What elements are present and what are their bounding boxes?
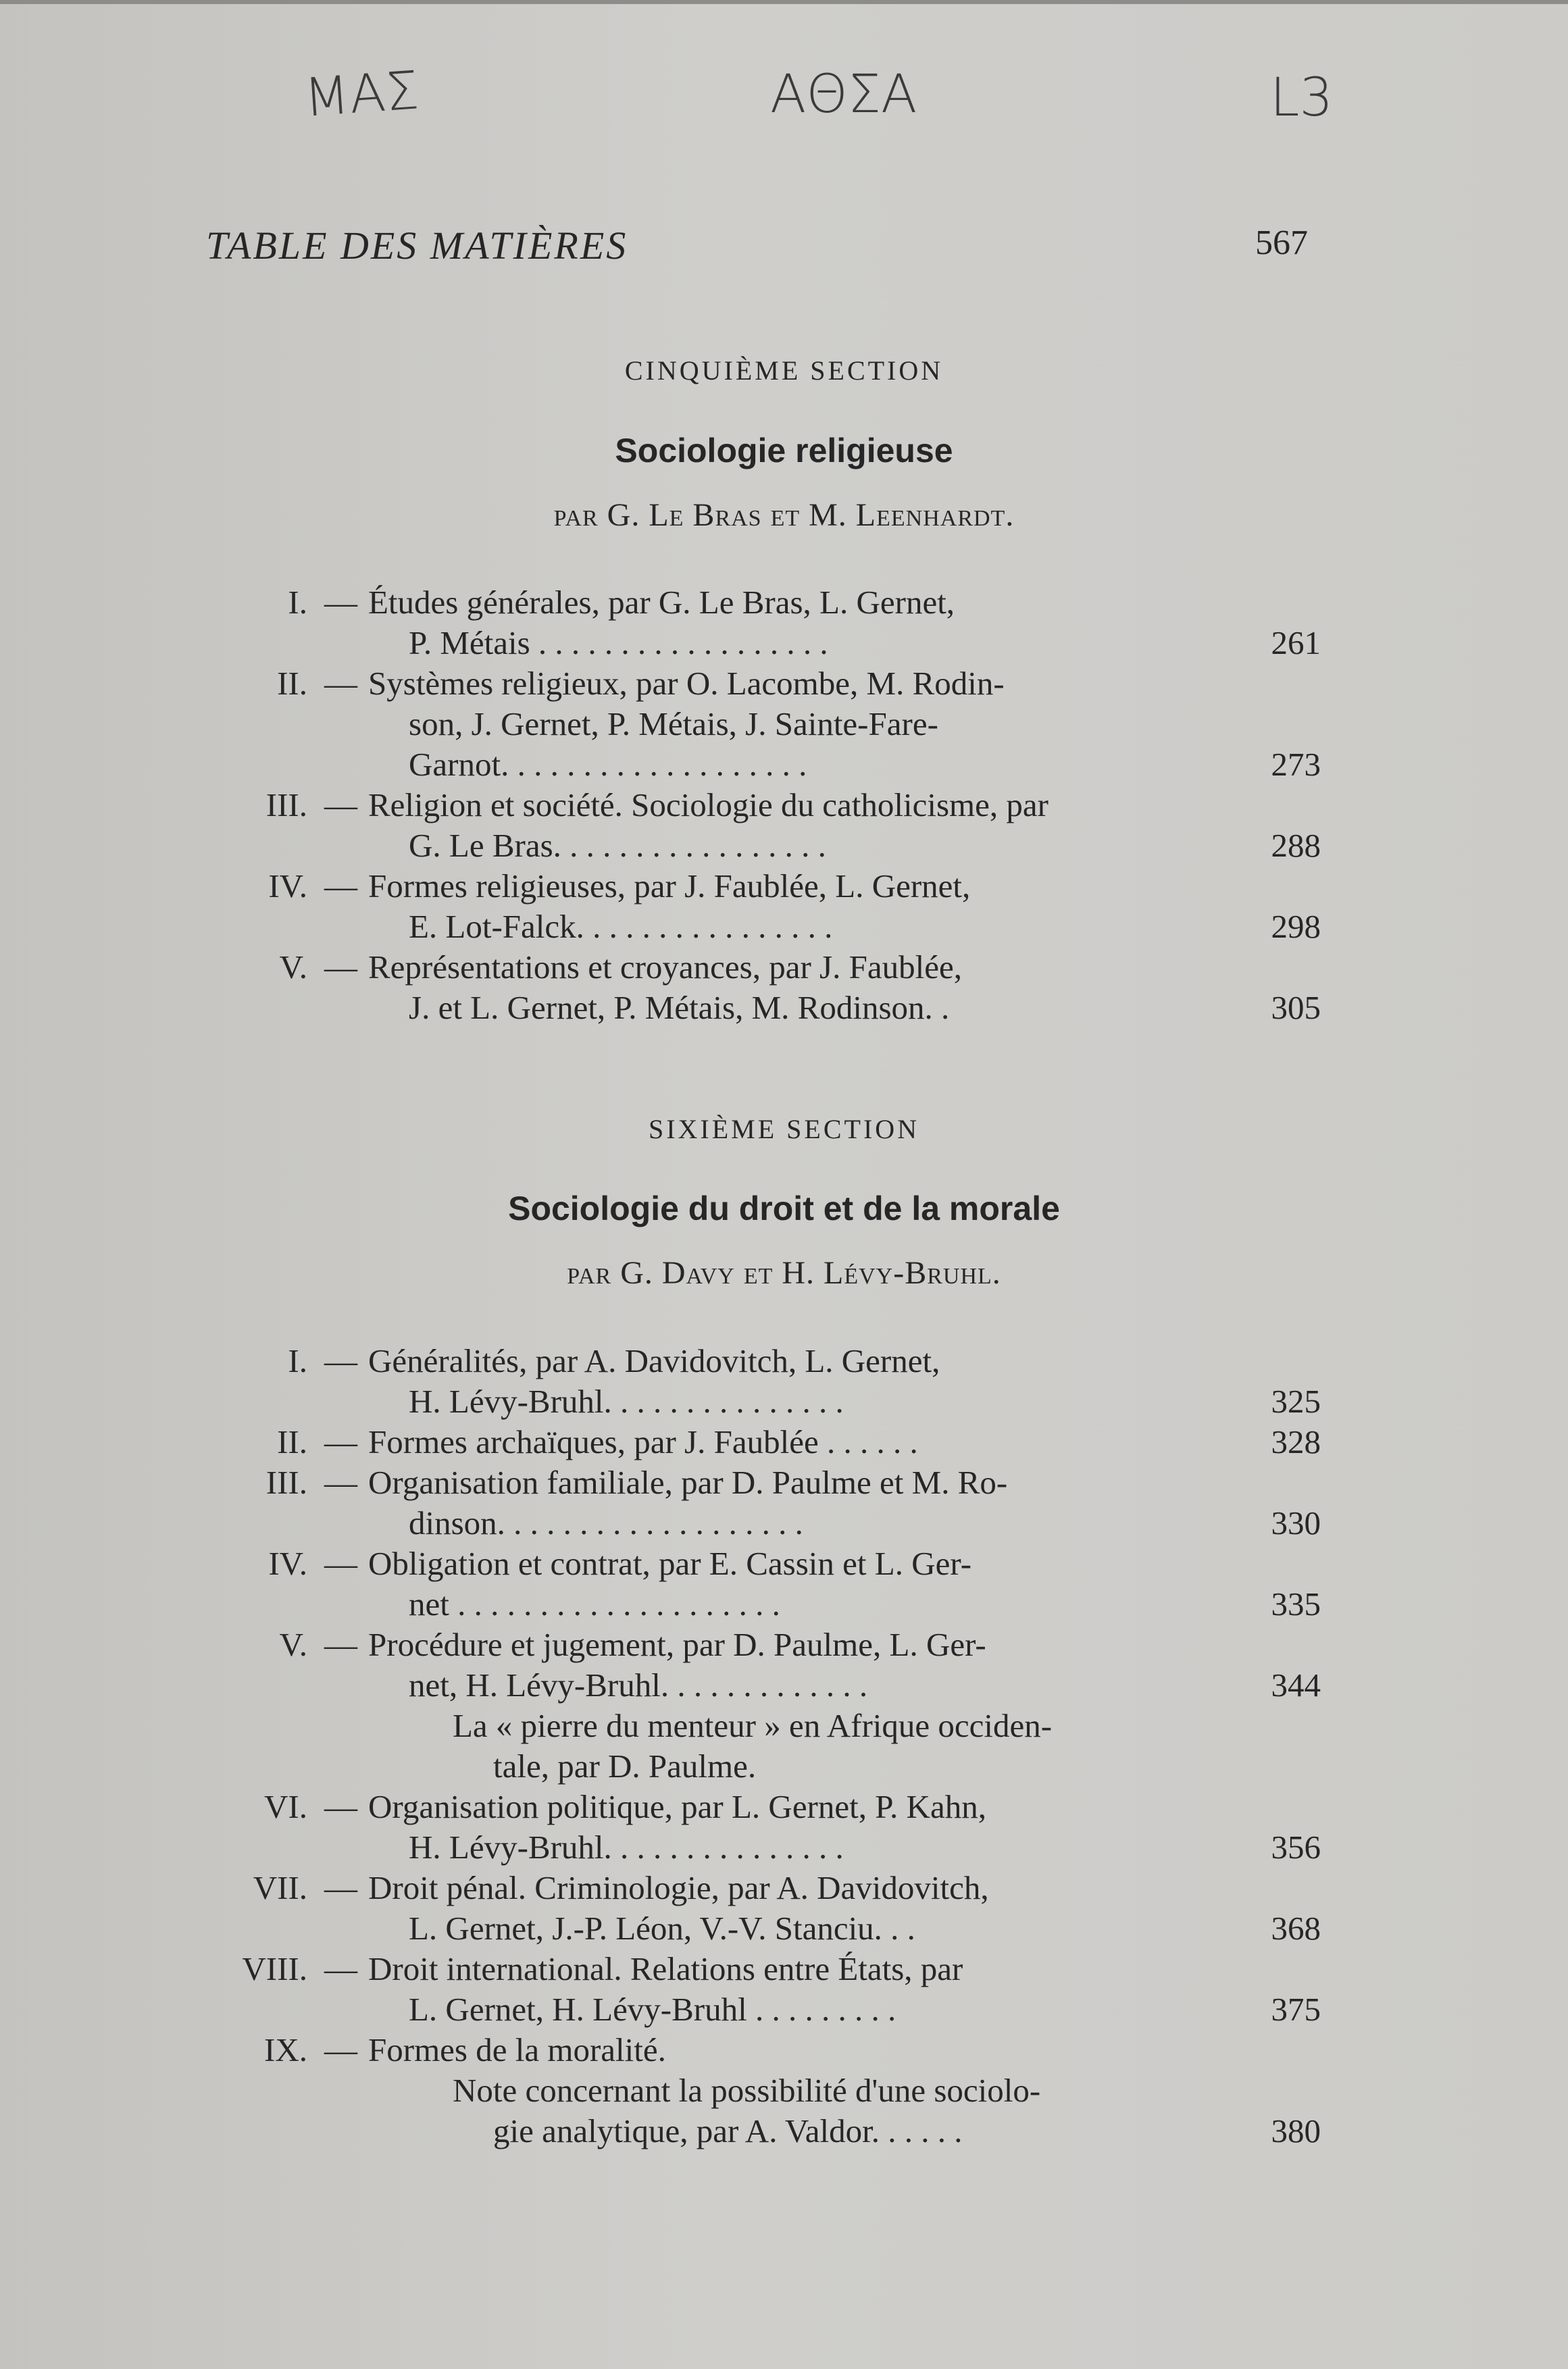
toc-entry-number: II. [277,665,307,702]
toc-entry-line: H. Lévy-Bruhl. . . . . . . . . . . . . . . [409,1383,844,1420]
toc-entry-line: E. Lot-Falck. . . . . . . . . . . . . . . . [409,908,833,945]
toc-entry [0,1462,1568,1544]
toc-entry-dash: — [324,948,357,986]
section-label-5: CINQUIÈME SECTION [624,355,944,386]
toc-entry-dash: — [324,1788,357,1825]
toc-entry-line: Formes de la moralité. [368,2031,666,2068]
toc-entry-page: 288 [1271,827,1321,864]
toc-entry-page: 273 [1271,746,1321,783]
toc-entry-page: 375 [1271,1991,1321,2028]
toc-entry-dash: — [324,1464,357,1501]
toc-entry-number: III. [265,786,307,823]
toc-entry-page: 344 [1271,1666,1321,1704]
toc-entry-line: son, J. Gernet, P. Métais, J. Sainte-Fare- [409,705,938,742]
toc-entry-number: I. [288,1342,307,1379]
toc-entry-line: Religion et société. Sociologie du catholicisme, par [368,786,1048,823]
toc-entry [0,1868,1568,1949]
toc-entry-line: P. Métais . . . . . . . . . . . . . . . . . . [409,624,828,661]
toc-entry-line: tale, par D. Paulme. [493,1748,757,1785]
toc-entry [0,866,1568,947]
toc-entry-line: dinson. . . . . . . . . . . . . . . . . . . [409,1504,803,1542]
toc-entry-line: L. Gernet, H. Lévy-Bruhl . . . . . . . . . [409,1991,896,2028]
toc-entry-line: H. Lévy-Bruhl. . . . . . . . . . . . . . . [409,1829,844,1866]
toc-entry-line: Organisation politique, par L. Gernet, P. Kahn, [368,1788,986,1825]
toc-entry-number: IV. [268,867,307,905]
toc-entry-dash: — [324,584,357,621]
toc-entry-dash: — [324,1869,357,1906]
toc-entry [0,663,1568,785]
toc-entry [0,1787,1568,1868]
toc-entry [0,785,1568,866]
toc-entry [0,2070,1568,2151]
section-label-6: SIXIÈME SECTION [648,1114,920,1144]
toc-entry-dash: — [324,1545,357,1582]
section-title-6: Sociologie du droit et de la morale [508,1190,1060,1227]
toc-entry-page: 335 [1271,1585,1321,1623]
toc-entry-line: Garnot. . . . . . . . . . . . . . . . . . . [409,746,807,783]
toc-entry-line: Systèmes religieux, par O. Lacombe, M. Rodin- [368,665,1005,702]
toc-entry [0,1544,1568,1625]
toc-entry-page: 328 [1271,1423,1321,1460]
toc-entry-number: VIII. [242,1950,307,1987]
toc-entry-line: Note concernant la possibilité d'une sociolo- [453,2072,1041,2109]
section-authors-5: par G. Le Bras et M. Leenhardt. [553,497,1015,533]
toc-entry-number: III. [265,1464,307,1501]
toc-entry-dash: — [324,2031,357,2068]
toc-entry [0,947,1568,1028]
page-number: 567 [1255,224,1308,262]
page-edge [0,0,1568,4]
toc-entry-line: gie analytique, par A. Valdor. . . . . . [493,2112,963,2149]
toc-entry [0,1422,1568,1462]
toc-entry-line: L. Gernet, J.-P. Léon, V.-V. Stanciu. . . [409,1910,915,1947]
toc-entry-dash: — [324,1950,357,1987]
toc-entry-number: V. [279,1626,307,1663]
toc-entry-number: IV. [268,1545,307,1582]
toc-entry-number: IX. [264,2031,307,2068]
toc-entry [0,582,1568,663]
toc-entry-number: II. [277,1423,307,1460]
handwritten-mark-center: ΑΘΣΑ [770,64,917,125]
toc-entry-page: 380 [1271,2112,1321,2149]
toc-entry-line: Obligation et contrat, par E. Cassin et L. Ger- [368,1545,972,1582]
toc-entry-line: net, H. Lévy-Bruhl. . . . . . . . . . . . . [409,1666,868,1704]
toc-entry-page: 368 [1271,1910,1321,1947]
toc-entry-line: Formes archaïques, par J. Faublée . . . . . . [368,1423,918,1460]
toc-entry-number: VI. [264,1788,307,1825]
toc-entry-page: 261 [1271,624,1321,661]
toc-entry-line: Organisation familiale, par D. Paulme et M. Ro- [368,1464,1008,1501]
toc-entry [0,1625,1568,1706]
toc-entry-number: I. [288,584,307,621]
toc-entry-dash: — [324,786,357,823]
toc-entry-dash: — [324,867,357,905]
toc-entry-number: V. [279,948,307,986]
toc-entry [0,2030,1568,2070]
toc-entry [0,1949,1568,2030]
running-head: TABLE DES MATIÈRES [206,224,628,268]
section-authors-6: par G. Davy et H. Lévy-Bruhl. [567,1255,1001,1291]
toc-entry-page: 325 [1271,1383,1321,1420]
toc-entry-line: Formes religieuses, par J. Faublée, L. Gernet, [368,867,971,905]
toc-entry-line: Droit pénal. Criminologie, par A. Davidovitch, [368,1869,989,1906]
toc-entry-page: 298 [1271,908,1321,945]
toc-entry-line: Représentations et croyances, par J. Faublée, [368,948,962,986]
toc-entry-dash: — [324,665,357,702]
toc-entry-line: net . . . . . . . . . . . . . . . . . . . . [409,1585,780,1623]
toc-entry-line: Procédure et jugement, par D. Paulme, L. Ger- [368,1626,986,1663]
toc-entry-page: 330 [1271,1504,1321,1542]
section-title-5: Sociologie religieuse [615,432,953,469]
toc-entry-page: 356 [1271,1829,1321,1866]
toc-entry [0,1706,1568,1787]
handwritten-mark-right: L3 [1270,68,1334,128]
handwritten-mark-left: ΜΑΣ [302,60,421,129]
toc-entry [0,1341,1568,1422]
toc-entry-line: J. et L. Gernet, P. Métais, M. Rodinson. . [409,989,950,1026]
toc-entry-number: VII. [253,1869,307,1906]
toc-entry-dash: — [324,1626,357,1663]
toc-entry-page: 305 [1271,989,1321,1026]
toc-entry-line: G. Le Bras. . . . . . . . . . . . . . . . . [409,827,826,864]
toc-entry-line: Études générales, par G. Le Bras, L. Gernet, [368,584,955,621]
toc-entry-dash: — [324,1342,357,1379]
toc-entry-line: Droit international. Relations entre États, par [368,1950,963,1987]
toc-entry-line: Généralités, par A. Davidovitch, L. Gernet, [368,1342,940,1379]
toc-entry-line: La « pierre du menteur » en Afrique occiden- [453,1707,1053,1744]
toc-entry-dash: — [324,1423,357,1460]
